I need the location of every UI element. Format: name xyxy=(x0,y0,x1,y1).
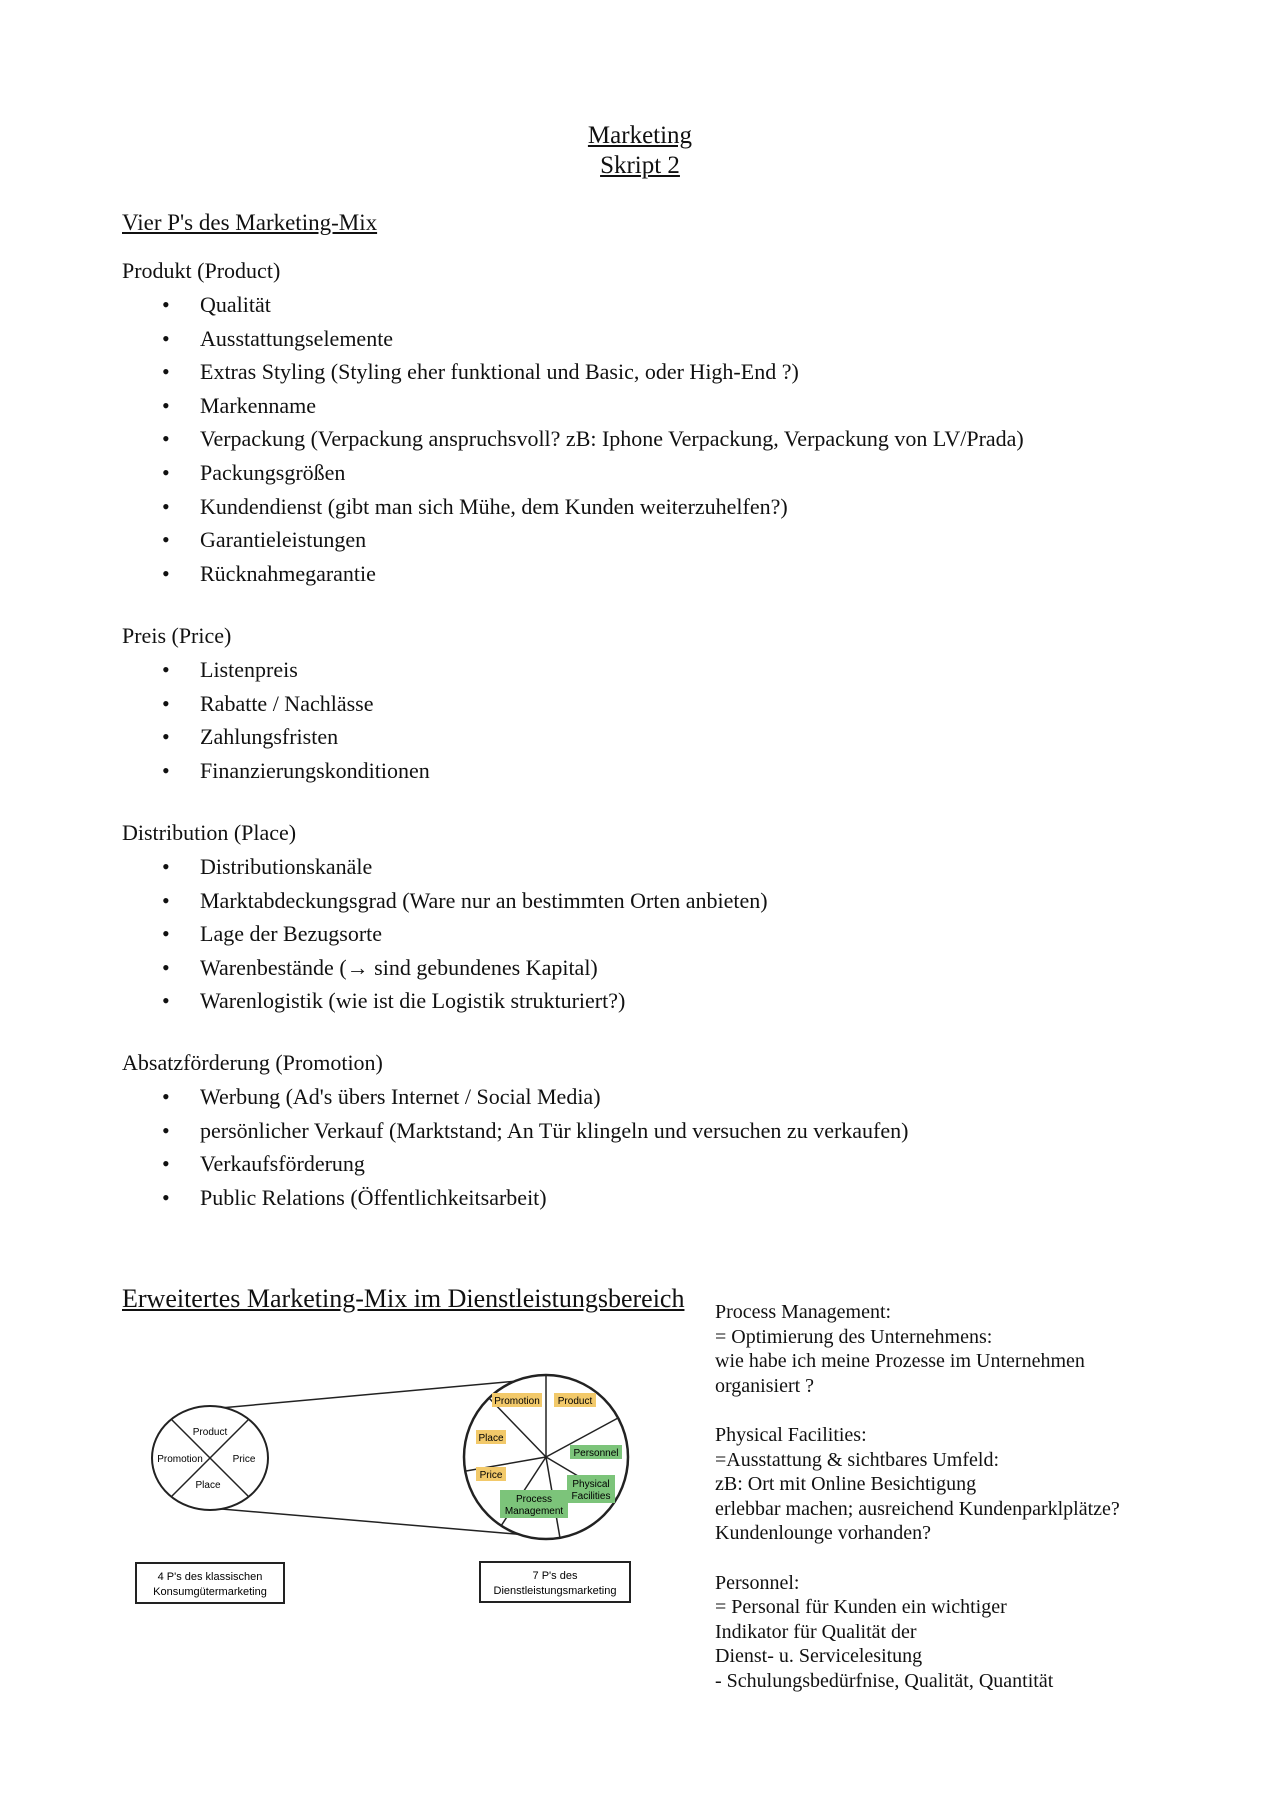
caption-right-line2: Dienstleistungsmarketing xyxy=(493,1585,617,1597)
note-line: zB: Ort mit Online Besichtigung xyxy=(715,1473,977,1496)
large-facilities-label: Facilities xyxy=(571,1491,611,1502)
list-item: • Warenlogistik (wie ist die Logistik strukturiert?) xyxy=(122,984,768,1018)
list-item: • Qualität xyxy=(122,288,1024,322)
large-physical-label: Physical xyxy=(572,1479,610,1490)
list-item: • Marktabdeckungsgrad (Ware nur an bestimmten Orten anbieten) xyxy=(122,884,768,918)
small-product-label: Product xyxy=(192,1427,228,1438)
list-item: • persönlicher Verkauf (Marktstand; An Tür klingeln und versuchen zu verkaufen) xyxy=(122,1114,908,1148)
list-item: • Extras Styling (Styling eher funktional und Basic, oder High-End ?) xyxy=(122,355,1024,389)
section-heading: Vier P's des Marketing-Mix xyxy=(122,210,378,235)
large-personnel-label: Personnel xyxy=(573,1448,619,1459)
marketing-mix-diagram xyxy=(130,1365,650,1625)
service-notes xyxy=(715,1300,1215,1694)
list-item: • Verkaufsförderung xyxy=(122,1147,908,1181)
caption-right-line1: 7 P's des xyxy=(532,1570,578,1582)
large-process-label: Process xyxy=(515,1494,553,1505)
large-place-label: Place xyxy=(478,1433,504,1444)
note-line: = Optimierung des Unternehmens: xyxy=(715,1325,993,1348)
list-item: • Rücknahmegarantie xyxy=(122,557,1024,591)
list-item: • Zahlungsfristen xyxy=(122,720,430,754)
note-line: = Personal für Kunden ein wichtiger xyxy=(715,1596,1007,1619)
list-item: • Werbung (Ad's übers Internet / Social Media) xyxy=(122,1080,908,1114)
note-heading: Physical Facilities: xyxy=(715,1423,867,1446)
section-product-heading: Produkt (Product) xyxy=(122,258,281,283)
large-promotion-label: Promotion xyxy=(494,1396,540,1407)
list-item: • Garantieleistungen xyxy=(122,523,1024,557)
list-item: • Rabatte / Nachlässe xyxy=(122,687,430,721)
list-item: • Ausstattungselemente xyxy=(122,322,1024,356)
promotion-list xyxy=(122,1080,908,1214)
list-item: • Listenpreis xyxy=(122,653,430,687)
list-item: • Public Relations (Öffentlichkeitsarbeit) xyxy=(122,1181,908,1215)
list-item: • Packungsgrößen xyxy=(122,456,1024,490)
page-subtitle: Skript 2 xyxy=(600,152,680,179)
extended-mix-heading: Erweitertes Marketing-Mix im Dienstleistungsbereich xyxy=(122,1284,685,1313)
list-item: • Markenname xyxy=(122,389,1024,423)
caption-left-line2: Konsumgütermarketing xyxy=(153,1586,267,1598)
large-product-label: Product xyxy=(557,1396,593,1407)
note-heading: Process Management: xyxy=(715,1301,892,1323)
small-promotion-label: Promotion xyxy=(157,1454,203,1465)
note-line: =Ausstattung & sichtbares Umfeld: xyxy=(715,1448,1000,1471)
caption-left-line1: 4 P's des klassischen xyxy=(157,1571,263,1583)
note-line: Kundenlounge vorhanden? xyxy=(715,1522,932,1545)
list-item: • Finanzierungskonditionen xyxy=(122,754,430,788)
small-price-label: Price xyxy=(232,1454,256,1465)
note-line: erlebbar machen; ausreichend Kundenparklplätze? xyxy=(715,1497,1120,1520)
product-list xyxy=(122,288,1024,590)
large-management-label: Management xyxy=(504,1506,564,1517)
list-item: • Verpackung (Verpackung anspruchsvoll? zB: Iphone Verpackung, Verpackung von LV/Prada) xyxy=(122,422,1024,456)
section-price-heading: Preis (Price) xyxy=(122,623,232,648)
list-item: • Warenbestände (→ sind gebundenes Kapital) xyxy=(122,951,768,985)
note-heading: Personnel: xyxy=(715,1571,800,1594)
list-item: • Distributionskanäle xyxy=(122,850,768,884)
large-price-label: Price xyxy=(479,1470,503,1481)
section-promotion-heading: Absatzförderung (Promotion) xyxy=(122,1050,383,1075)
list-item: • Kundendienst (gibt man sich Mühe, dem Kunden weiterzuhelfen?) xyxy=(122,490,1024,524)
price-list xyxy=(122,653,430,787)
note-line: Indikator für Qualität der xyxy=(715,1620,917,1643)
note-line: - Schulungsbedürfnise, Qualität, Quantität xyxy=(715,1669,1054,1692)
section-place-heading: Distribution (Place) xyxy=(122,820,297,845)
list-item: • Lage der Bezugsorte xyxy=(122,917,768,951)
page-title: Marketing xyxy=(587,122,693,149)
small-place-label: Place xyxy=(195,1480,221,1491)
note-line: Dienst- u. Servicelesitung xyxy=(715,1645,923,1668)
place-list xyxy=(122,850,768,1018)
note-line: organisiert ? xyxy=(715,1374,815,1397)
note-line: wie habe ich meine Prozesse im Unternehmen xyxy=(715,1350,1085,1373)
